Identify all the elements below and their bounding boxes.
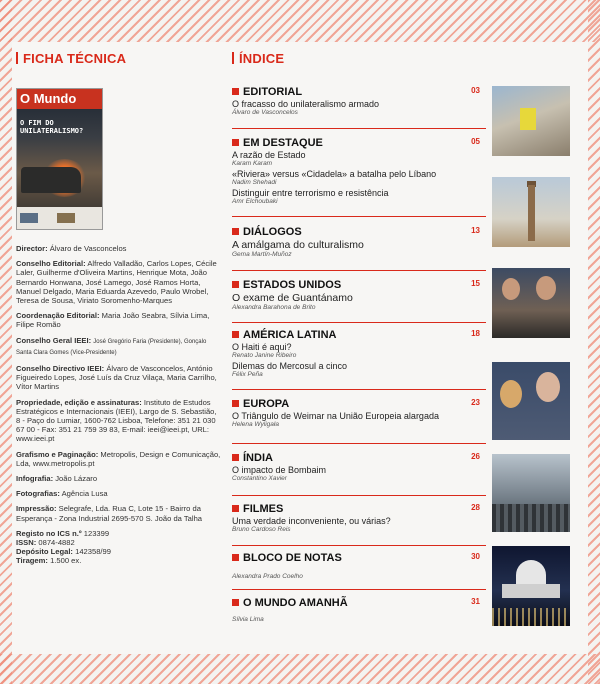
page-number: 26 <box>471 452 480 461</box>
divider <box>232 270 486 271</box>
index-entry-europa <box>232 398 480 429</box>
index-entry-dialogos <box>232 226 480 259</box>
article-author: Amr Elchoubaki <box>232 198 278 205</box>
section-marker <box>232 599 239 606</box>
section-title: EUROPA <box>243 398 290 410</box>
index-entry-india <box>232 452 480 483</box>
article-author: Constantino Xavier <box>232 475 287 482</box>
page-number: 18 <box>471 329 480 338</box>
credits-block <box>16 244 221 566</box>
divider <box>232 322 486 323</box>
index-entry-o-mundo-amanha <box>232 597 480 624</box>
article-title: O fracasso do unilateralismo armado <box>232 99 380 109</box>
index-entry-filmes <box>232 503 480 534</box>
article-title: O impacto de Bombaim <box>232 465 327 475</box>
page-number: 15 <box>471 279 480 288</box>
section-marker <box>232 331 239 338</box>
credit-legal-deposit: Depósito Legal: 142358/99 <box>16 547 111 557</box>
article-title: A amálgama do culturalismo <box>232 239 364 251</box>
article-author: Helena Wyligała <box>232 421 279 428</box>
bloco-de-notas-photo <box>492 546 570 626</box>
index-entry-em-destaque <box>232 137 480 206</box>
page-number: 28 <box>471 503 480 512</box>
europa-photo <box>492 362 570 440</box>
page-number: 13 <box>471 226 480 235</box>
cover-thumbnail <box>57 213 75 223</box>
article-title: O Haiti é aqui? <box>232 342 292 352</box>
credit-editorial-coordination: Coordenação Editorial: Maria João Seabra, Sílvia Lima, Filipe Romão <box>16 311 210 330</box>
article-author: Sílvia Lima <box>232 616 264 623</box>
credit-design: Grafismo e Paginação: Metropolis, Design e Comunicação, Lda, www.metropolis.pt <box>16 449 221 468</box>
divider <box>232 545 486 546</box>
section-title: EDITORIAL <box>243 86 303 98</box>
article-title: Uma verdade inconveniente, ou várias? <box>232 516 391 526</box>
divider <box>232 216 486 217</box>
credit-issn: ISSN: 0874-4882 <box>16 538 75 548</box>
section-title: DIÁLOGOS <box>243 226 302 238</box>
section-marker <box>232 505 239 512</box>
credit-editorial-board: Conselho Editorial: Alfredo Valladão, Carlos Lopes, Cécile Laler, Guilherme d'Oliveira Martins, Henrique Mota, João Bernardo Honwana, José Lamego, José Ramos Horta, Manuel Delgado, Maria Eduarda Azevedo, Paulo Wrobel, Teresa de Sousa, Viriato Soromenho-Marques <box>16 259 217 306</box>
divider <box>232 443 486 444</box>
ficha-tecnica-heading: FICHA TÉCNICA <box>16 51 126 66</box>
credit-printing: Impressão: Selegrafe, Lda. Rua C, Lote 15 - Bairro da Esperança - Zona Industrial 2695-570 S. João da Talha <box>16 504 203 523</box>
divider <box>232 389 486 390</box>
article-author: Alexandra Barahona de Brito <box>232 304 316 311</box>
page-number: 05 <box>471 137 480 146</box>
em-destaque-photo <box>492 177 570 247</box>
cover-tank-image <box>21 167 81 193</box>
article-author: Nadim Shehadi <box>232 179 277 186</box>
credit-director: Director: Álvaro de Vasconcelos <box>16 244 127 253</box>
section-marker <box>232 88 239 95</box>
left-hatch-border <box>0 0 12 684</box>
article-title: O exame de Guantánamo <box>232 292 353 304</box>
credit-infographics: Infografia: João Lázaro <box>16 474 98 484</box>
india-photo <box>492 454 570 532</box>
section-title: O MUNDO AMANHÃ <box>243 597 348 609</box>
section-marker <box>232 228 239 235</box>
editorial-photo <box>492 86 570 156</box>
credit-print-run: Tiragem: 1.500 ex. <box>16 556 82 566</box>
right-hatch-border <box>588 0 600 684</box>
page-number: 31 <box>471 597 480 606</box>
article-author: Bruno Cardoso Reis <box>232 526 291 533</box>
section-marker <box>232 554 239 561</box>
index-entry-america-latina <box>232 329 480 379</box>
article-title: Distinguir entre terrorismo e resistência <box>232 188 389 198</box>
section-title: EM DESTAQUE <box>243 137 323 149</box>
credit-board-of-directors: Conselho Directivo IEEI: Álvaro de Vasconcelos, António Figueiredo Lopes, José Luís da Cruz Vilaça, Maria Carrilho, Vítor Martins <box>16 364 217 392</box>
cover-thumbnail <box>20 213 38 223</box>
section-title: FILMES <box>243 503 284 515</box>
page-number: 03 <box>471 86 480 95</box>
cover-logo: O Mundo <box>20 91 77 106</box>
article-title: A razão de Estado <box>232 150 306 160</box>
page-number: 30 <box>471 552 480 561</box>
article-author: Gema Martín-Muñoz <box>232 251 292 258</box>
section-title: ÍNDIA <box>243 452 273 464</box>
article-author: Félix Peña <box>232 371 263 378</box>
article-title: Dilemas do Mercosul a cinco <box>232 361 348 371</box>
article-author: Alexandra Prado Coelho <box>232 573 303 580</box>
article-author: Álvaro de Vasconcelos <box>232 109 298 116</box>
estados-unidos-photo <box>492 268 570 338</box>
article-title: «Riviera» versus «Cidadela» a batalha pelo Líbano <box>232 169 437 179</box>
credit-general-council: Conselho Geral IEEI: José Gregório Faria (Presidente), Gonçalo Santa Clara Gomes (Vice-Presidente) <box>16 335 207 356</box>
cover-headline: O FIM DO UNILATERALISMO? <box>20 119 84 135</box>
article-author: Renato Janine Ribeiro <box>232 352 297 359</box>
section-marker <box>232 400 239 407</box>
divider <box>232 495 486 496</box>
index-entry-bloco-de-notas <box>232 552 480 581</box>
credit-photos: Fotografias: Agência Lusa <box>16 489 108 499</box>
section-title: ESTADOS UNIDOS <box>243 279 342 291</box>
index-entry-editorial <box>232 86 480 117</box>
section-title: AMÉRICA LATINA <box>243 329 337 341</box>
section-marker <box>232 281 239 288</box>
article-title: O Triângulo de Weimar na União Europeia alargada <box>232 411 439 421</box>
credit-ownership: Propriedade, edição e assinaturas: Instituto de Estudos Estratégicos e Internacionais (IEEI), Largo de S. Sebastião, 8 - Paço do Lumiar, 1600-762 Lisboa, Telefone: 351 21 030 67 00 - Fax: 351 21 759 39 83, E-mail: ieei@ieei.pt, URL: www.ieei.pt <box>16 397 217 444</box>
credit-registration: Registo no ICS n.º 123399 <box>16 528 110 538</box>
page-number: 23 <box>471 398 480 407</box>
divider <box>232 128 486 129</box>
article-author: Karam Karam <box>232 160 273 167</box>
section-title: BLOCO DE NOTAS <box>243 552 342 564</box>
divider <box>232 589 486 590</box>
magazine-cover <box>16 88 103 230</box>
top-hatch-border <box>0 0 600 42</box>
index-entry-estados-unidos <box>232 279 480 312</box>
indice-heading: ÍNDICE <box>232 51 284 66</box>
section-marker <box>232 454 239 461</box>
section-marker <box>232 139 239 146</box>
bottom-hatch-border <box>0 654 600 684</box>
